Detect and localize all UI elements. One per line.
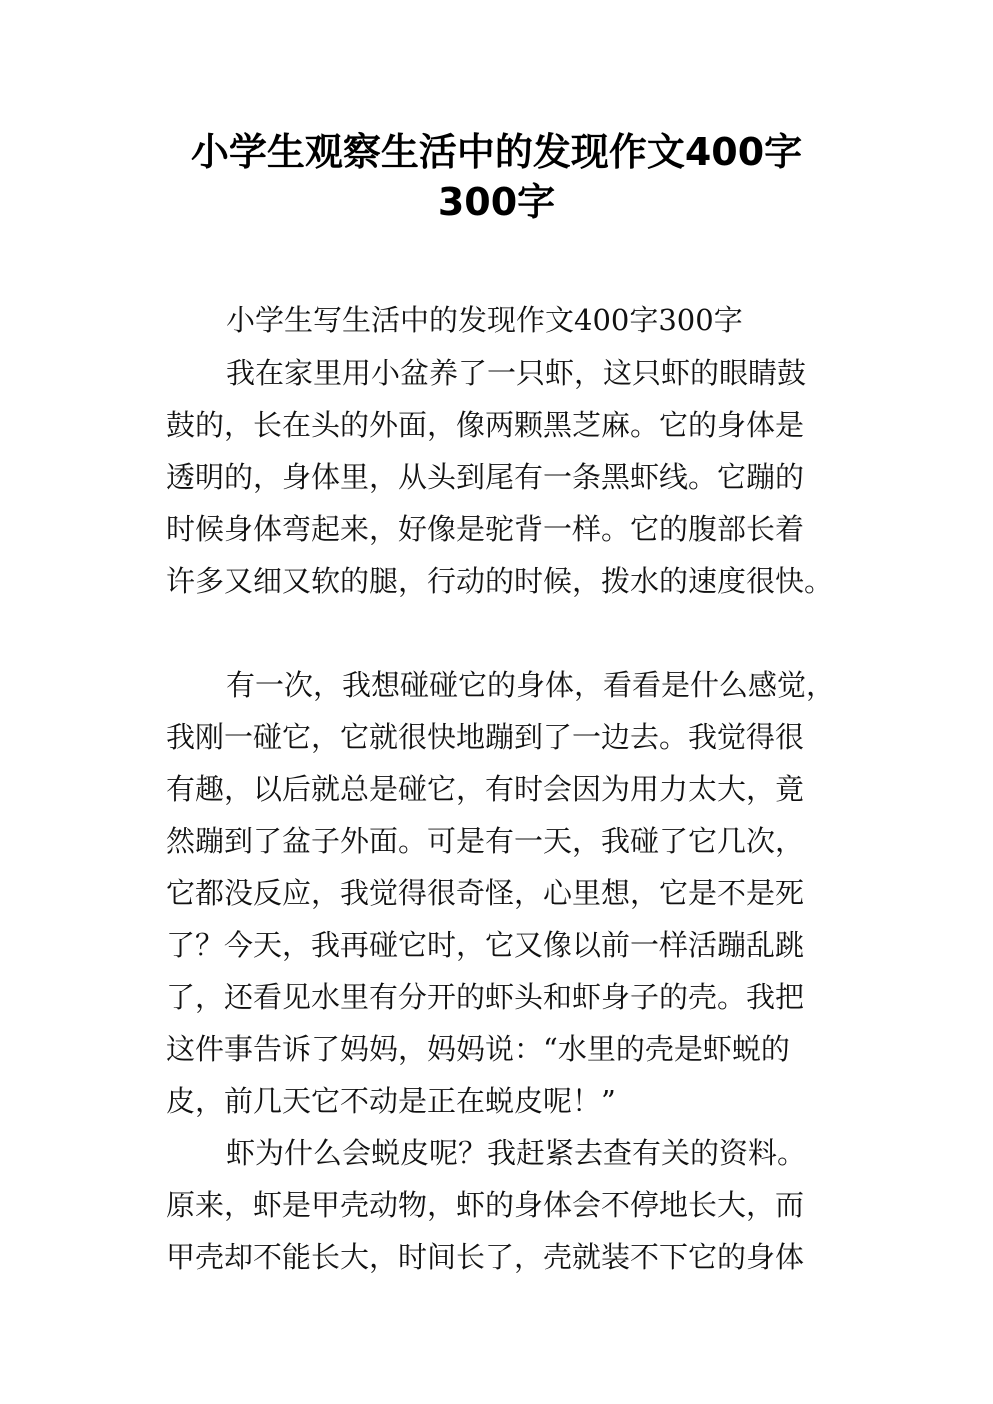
paragraph-3-line-5: 它都没反应，我觉得很奇怪，心里想，它是不是死 (166, 876, 805, 910)
paragraph-2-line-1: 我在家里用小盆养了一只虾，这只虾的眼睛鼓 (226, 356, 807, 390)
paragraph-1-line-1: 小学生写生活中的发现作文400字300字 (226, 303, 743, 337)
paragraph-3-line-1: 有一次，我想碰碰它的身体，看看是什么感觉， (226, 668, 836, 702)
paragraph-3-line-9: 皮，前几天它不动是正在蜕皮呢！” (166, 1084, 616, 1118)
paragraph-4-line-2: 原来，虾是甲壳动物，虾的身体会不停地长大，而 (166, 1188, 805, 1222)
paragraph-4-line-1: 虾为什么会蜕皮呢？我赶紧去查有关的资料。 (226, 1136, 807, 1170)
document-title-line-1: 小学生观察生活中的发现作文400字 (190, 130, 803, 174)
document-title-line-2: 300字 (437, 180, 556, 224)
paragraph-3-line-6: 了？今天，我再碰它时，它又像以前一样活蹦乱跳 (166, 928, 805, 962)
paragraph-3-line-4: 然蹦到了盆子外面。可是有一天，我碰了它几次， (166, 824, 805, 858)
paragraph-4-line-3: 甲壳却不能长大，时间长了，壳就装不下它的身体 (166, 1240, 805, 1274)
paragraph-3-line-8: 这件事告诉了妈妈，妈妈说：“水里的壳是虾蜕的 (166, 1032, 790, 1066)
paragraph-3-line-7: 了，还看见水里有分开的虾头和虾身子的壳。我把 (166, 980, 805, 1014)
paragraph-3-line-3: 有趣，以后就总是碰它，有时会因为用力太大，竟 (166, 772, 805, 806)
paragraph-2-line-4: 时候身体弯起来，好像是驼背一样。它的腹部长着 (166, 512, 805, 546)
paragraph-2-line-3: 透明的，身体里，从头到尾有一条黑虾线。它蹦的 (166, 460, 805, 494)
paragraph-3-line-2: 我刚一碰它，它就很快地蹦到了一边去。我觉得很 (166, 720, 805, 754)
paragraph-2-line-2: 鼓的，长在头的外面，像两颗黑芝麻。它的身体是 (166, 408, 805, 442)
paragraph-2-line-5: 许多又细又软的腿，行动的时候，拨水的速度很快。 (166, 564, 834, 598)
